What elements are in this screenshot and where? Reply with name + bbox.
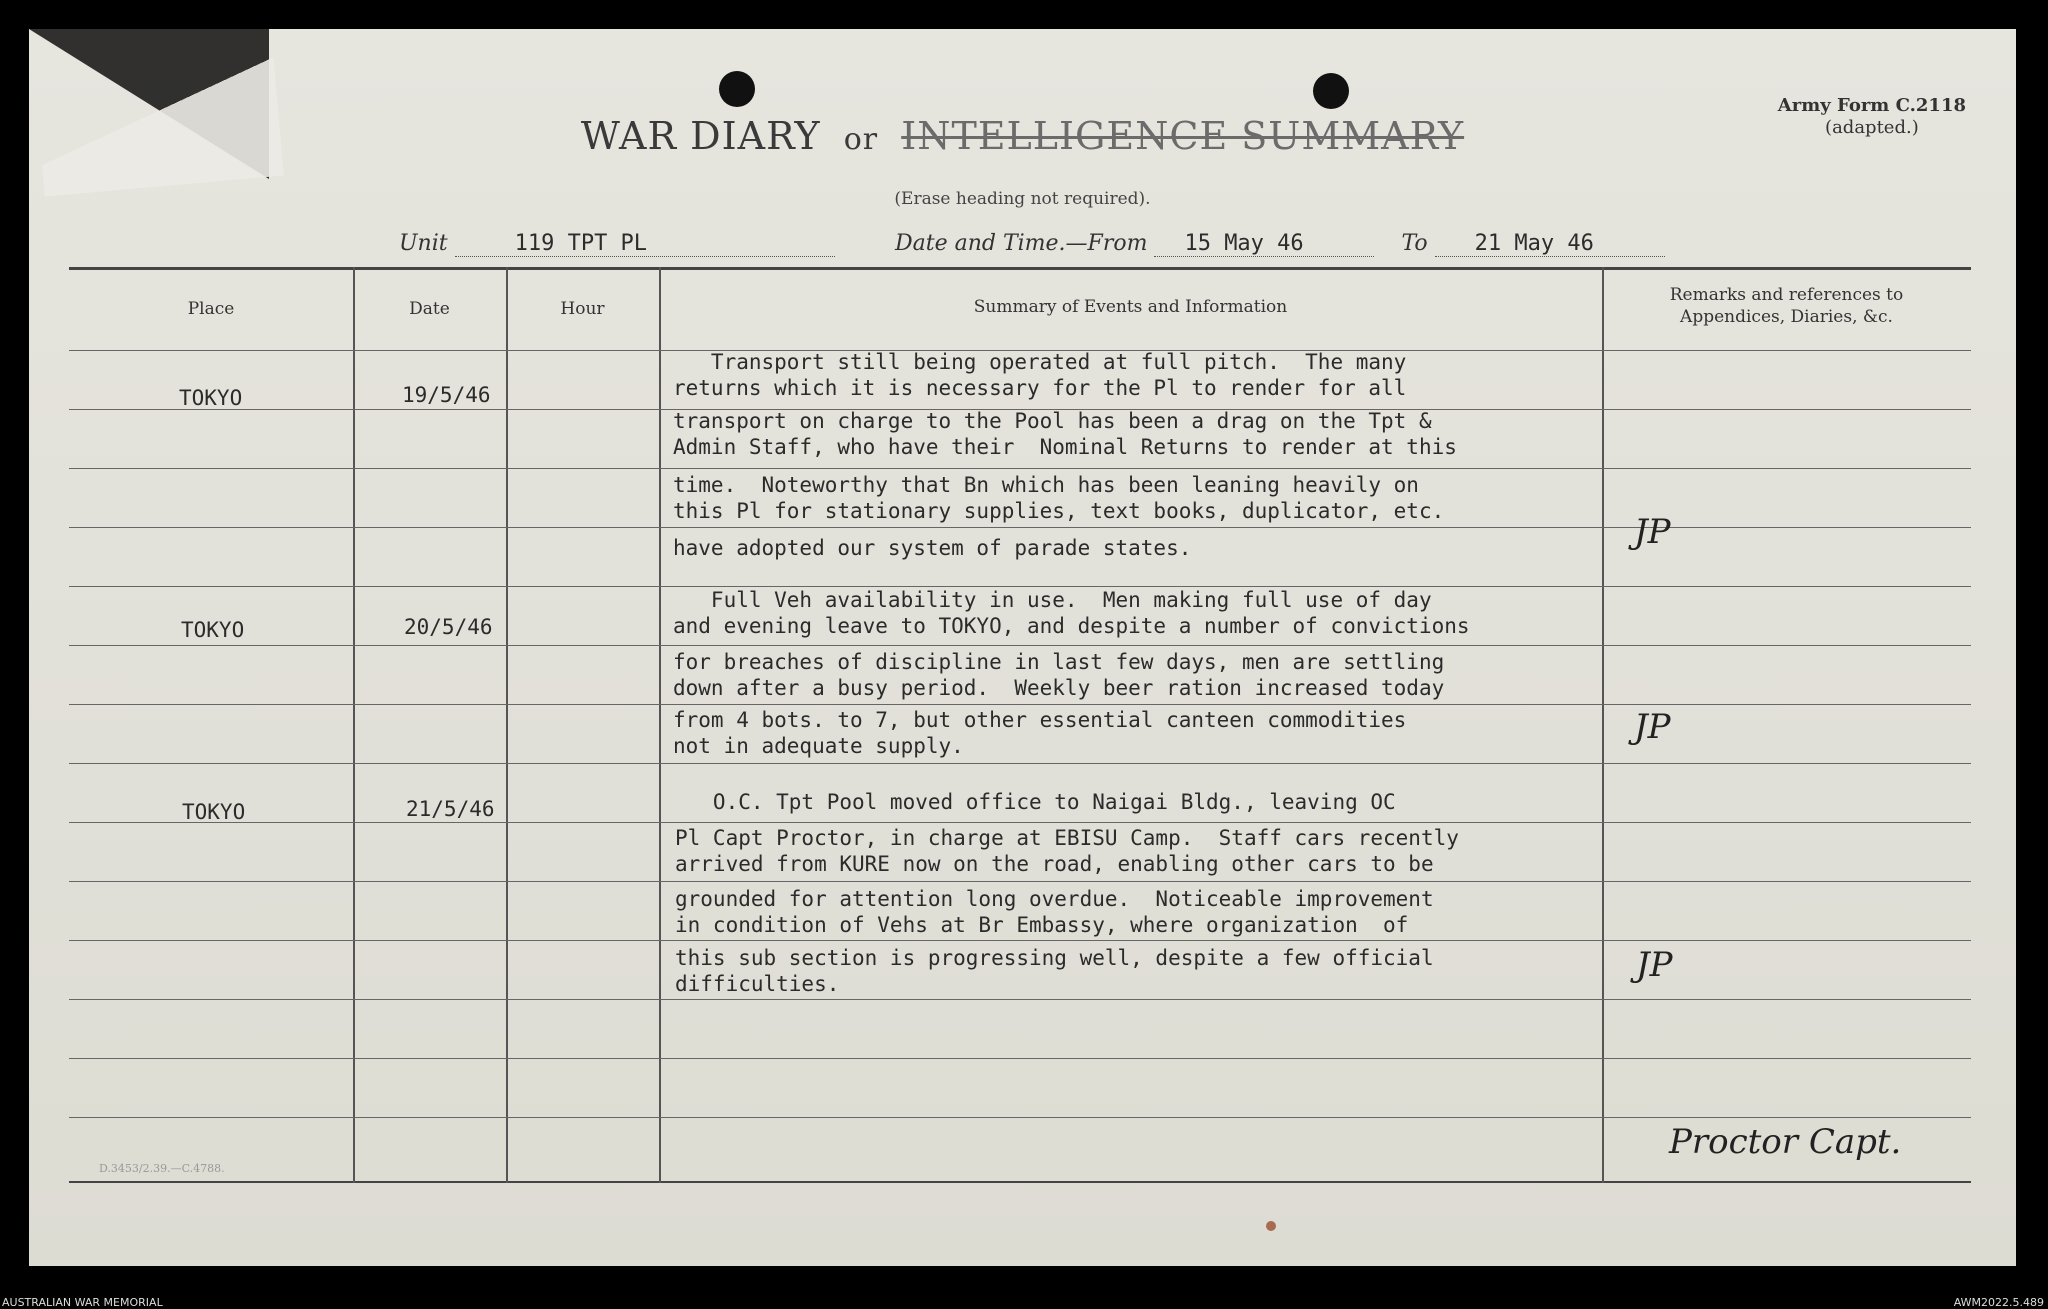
punch-hole-right	[1313, 73, 1349, 109]
unit-value: 119 TPT PL	[514, 231, 648, 256]
date-cell: 19/5/46	[402, 383, 491, 407]
to-label: To	[1401, 231, 1428, 256]
summary-line: time. Noteworthy that Bn which has been leaning heavily on	[673, 473, 1419, 497]
date-from: 15 May 46	[1184, 231, 1304, 256]
date-cell: 21/5/46	[406, 797, 495, 821]
footer-archive: AUSTRALIAN WAR MEMORIAL	[2, 1296, 163, 1309]
summary-line: O.C. Tpt Pool moved office to Naigai Bldg., leaving OC	[675, 790, 1396, 814]
summary-line: and evening leave to TOKYO, and despite a number of convictions	[673, 614, 1470, 638]
summary-line: Admin Staff, who have their Nominal Returns to render at this	[673, 435, 1457, 459]
punch-hole-left	[719, 71, 755, 107]
summary-line: in condition of Vehs at Br Embassy, where organization of	[675, 913, 1409, 937]
folded-corner	[32, 26, 284, 196]
summary-line: arrived from KURE now on the road, enabling other cars to be	[675, 852, 1434, 876]
remarks-initials: JP	[1634, 707, 1671, 747]
header-summary: Summary of Events and Information	[973, 297, 1288, 317]
summary-line: grounded for attention long overdue. Noticeable improvement	[675, 887, 1434, 911]
date-to: 21 May 46	[1474, 231, 1594, 256]
print-reference: D.3453/2.39.—C.4788.	[99, 1162, 225, 1175]
summary-line: this sub section is progressing well, despite a few official	[675, 946, 1434, 970]
summary-line: this Pl for stationary supplies, text books, duplicator, etc.	[673, 499, 1445, 523]
footer-accession: AWM2022.5.489	[1953, 1296, 2044, 1309]
erase-note: (Erase heading not required).	[894, 189, 1151, 209]
unit-label: Unit	[399, 231, 448, 256]
summary-line: have adopted our system of parade states.	[673, 536, 1192, 560]
army-form-label	[1778, 95, 1966, 139]
title-main: WAR DIARY	[580, 114, 821, 158]
header-remarks	[1602, 284, 1971, 328]
date-label: Date and Time.—From	[895, 231, 1148, 256]
summary-line: Pl Capt Proctor, in charge at EBISU Camp. Staff cars recently	[675, 826, 1459, 850]
place-cell: TOKYO	[182, 800, 246, 824]
place-cell: TOKYO	[179, 386, 243, 410]
title-or: or	[843, 122, 879, 157]
remarks-initials: JP	[1636, 945, 1673, 985]
paper-mark	[1266, 1221, 1276, 1231]
officer-signature: Proctor Capt.	[1669, 1122, 1902, 1162]
place-cell: TOKYO	[181, 618, 245, 642]
summary-line: from 4 bots. to 7, but other essential canteen commodities	[673, 708, 1407, 732]
unit-field	[399, 231, 835, 257]
summary-line: Full Veh availability in use. Men making full use of day	[673, 588, 1432, 612]
summary-line: returns which it is necessary for the Pl to render for all	[673, 376, 1407, 400]
summary-line: transport on charge to the Pool has been a drag on the Tpt &	[673, 409, 1432, 433]
header-remarks-line2: Appendices, Diaries, &c.	[1680, 307, 1893, 327]
title-struck: INTELLIGENCE SUMMARY	[901, 114, 1465, 158]
army-form-number: Army Form C.2118	[1777, 95, 1966, 116]
header-place: Place	[187, 299, 235, 319]
summary-line: difficulties.	[675, 972, 840, 996]
remarks-initials: JP	[1634, 512, 1671, 552]
summary-line: Transport still being operated at full pitch. The many	[673, 350, 1407, 374]
summary-line: not in adequate supply.	[673, 734, 964, 758]
summary-line: for breaches of discipline in last few days, men are settling	[673, 650, 1445, 674]
header-date: Date	[409, 299, 450, 319]
date-cell: 20/5/46	[404, 615, 493, 639]
date-range-field	[895, 231, 1665, 257]
army-form-sub: (adapted.)	[1825, 117, 1919, 138]
header-hour: Hour	[560, 299, 605, 319]
header-remarks-line1: Remarks and references to	[1669, 285, 1904, 305]
war-diary-sheet	[29, 29, 2016, 1266]
page-title	[29, 114, 2016, 158]
summary-line: down after a busy period. Weekly beer ration increased today	[673, 676, 1445, 700]
diary-table	[69, 267, 1971, 1183]
